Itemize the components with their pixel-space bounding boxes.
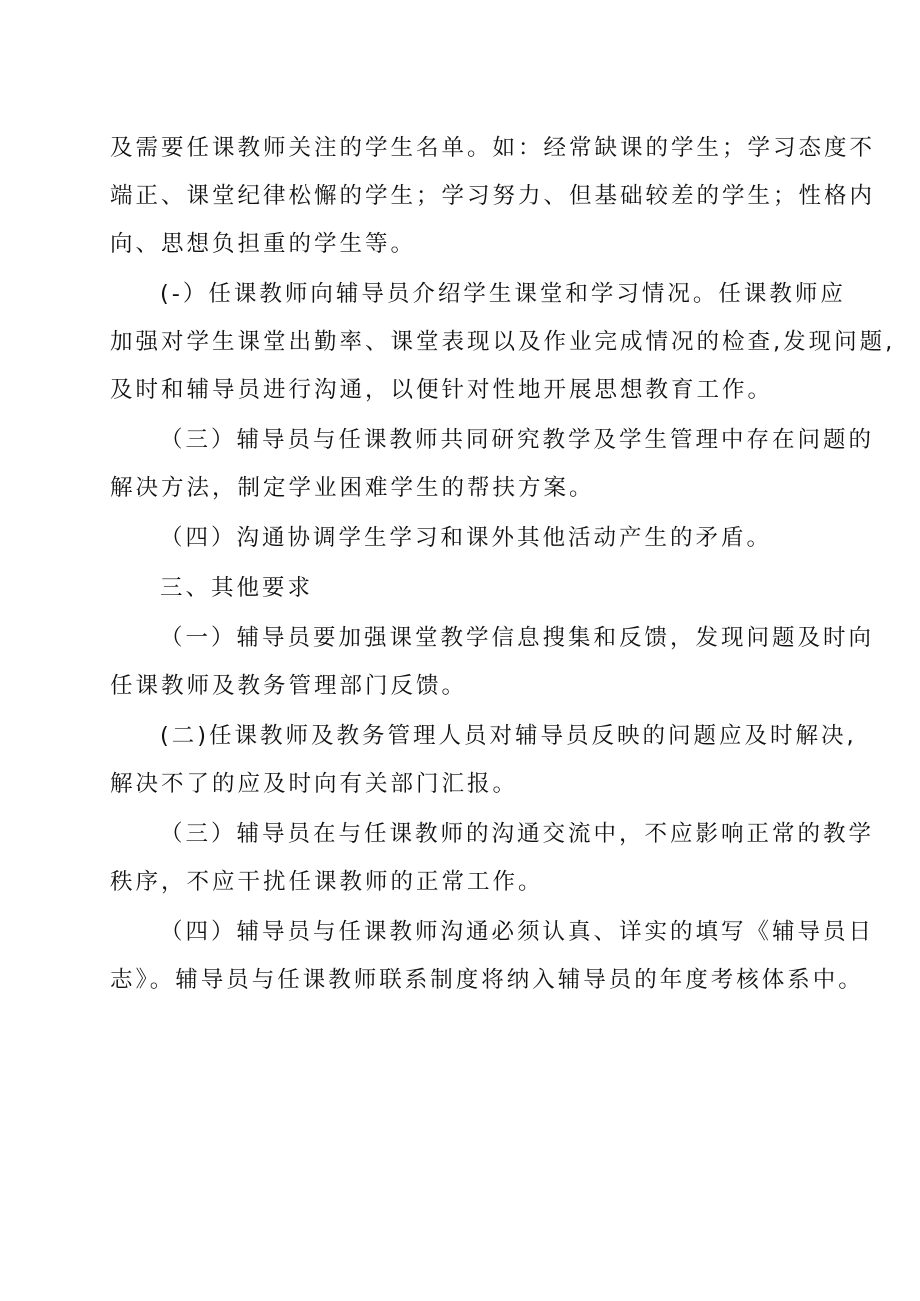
paragraph-req-2 (110, 712, 857, 808)
paragraph-req-1 (110, 614, 875, 710)
paragraph-item-3 (110, 416, 875, 512)
text-line: 加强对学生课堂出勤率、课堂表现以及作业完成情况的检查,发现问题, (110, 329, 896, 355)
paragraph-req-4 (110, 908, 875, 1004)
section-heading-other-requirements (110, 564, 815, 612)
text-line: （一）辅导员要加强课堂教学信息搜集和反馈，发现问题及时向 (160, 625, 875, 651)
text-line: （三）辅导员与任课教师共同研究教学及学生管理中存在问题的 (160, 427, 875, 453)
paragraph-item-2 (110, 270, 896, 414)
text-line: 志》。辅导员与任课教师联系制度将纳入辅导员的年度考核体系中。 (110, 967, 864, 993)
section-heading: 三、其他要求 (160, 575, 314, 601)
text-line: （四）辅导员与任课教师沟通必须认真、详实的填写《辅导员日 (160, 919, 875, 945)
text-line: （三）辅导员在与任课教师的沟通交流中，不应影响正常的教学 (160, 821, 875, 847)
paragraph-student-list (110, 124, 876, 268)
text-line: 任课教师及教务管理部门反馈。 (110, 673, 468, 699)
text-line: (-）任课教师向辅导员介绍学生课堂和学习情况。任课教师应 (160, 281, 846, 307)
paragraph-item-4 (110, 514, 815, 562)
text-line: 及需要任课教师关注的学生名单。如：经常缺课的学生；学习态度不 (110, 135, 876, 161)
paragraph-req-3 (110, 810, 875, 906)
text-line: 解决方法，制定学业困难学生的帮扶方案。 (110, 475, 595, 501)
text-line: 解决不了的应及时向有关部门汇报。 (110, 771, 519, 797)
text-line: （四）沟通协调学生学习和课外其他活动产生的矛盾。 (160, 525, 773, 551)
text-line: (二)任课教师及教务管理人员对辅导员反映的问题应及时解决, (160, 723, 857, 749)
text-line: 端正、课堂纪律松懈的学生；学习努力、但基础较差的学生；性格内 (110, 183, 876, 209)
text-line: 及时和辅导员进行沟通，以便针对性地开展思想教育工作。 (110, 377, 774, 403)
document-body (110, 124, 896, 1006)
text-line: 秩序，不应干扰任课教师的正常工作。 (110, 869, 544, 895)
text-line: 向、思想负担重的学生等。 (110, 231, 417, 257)
